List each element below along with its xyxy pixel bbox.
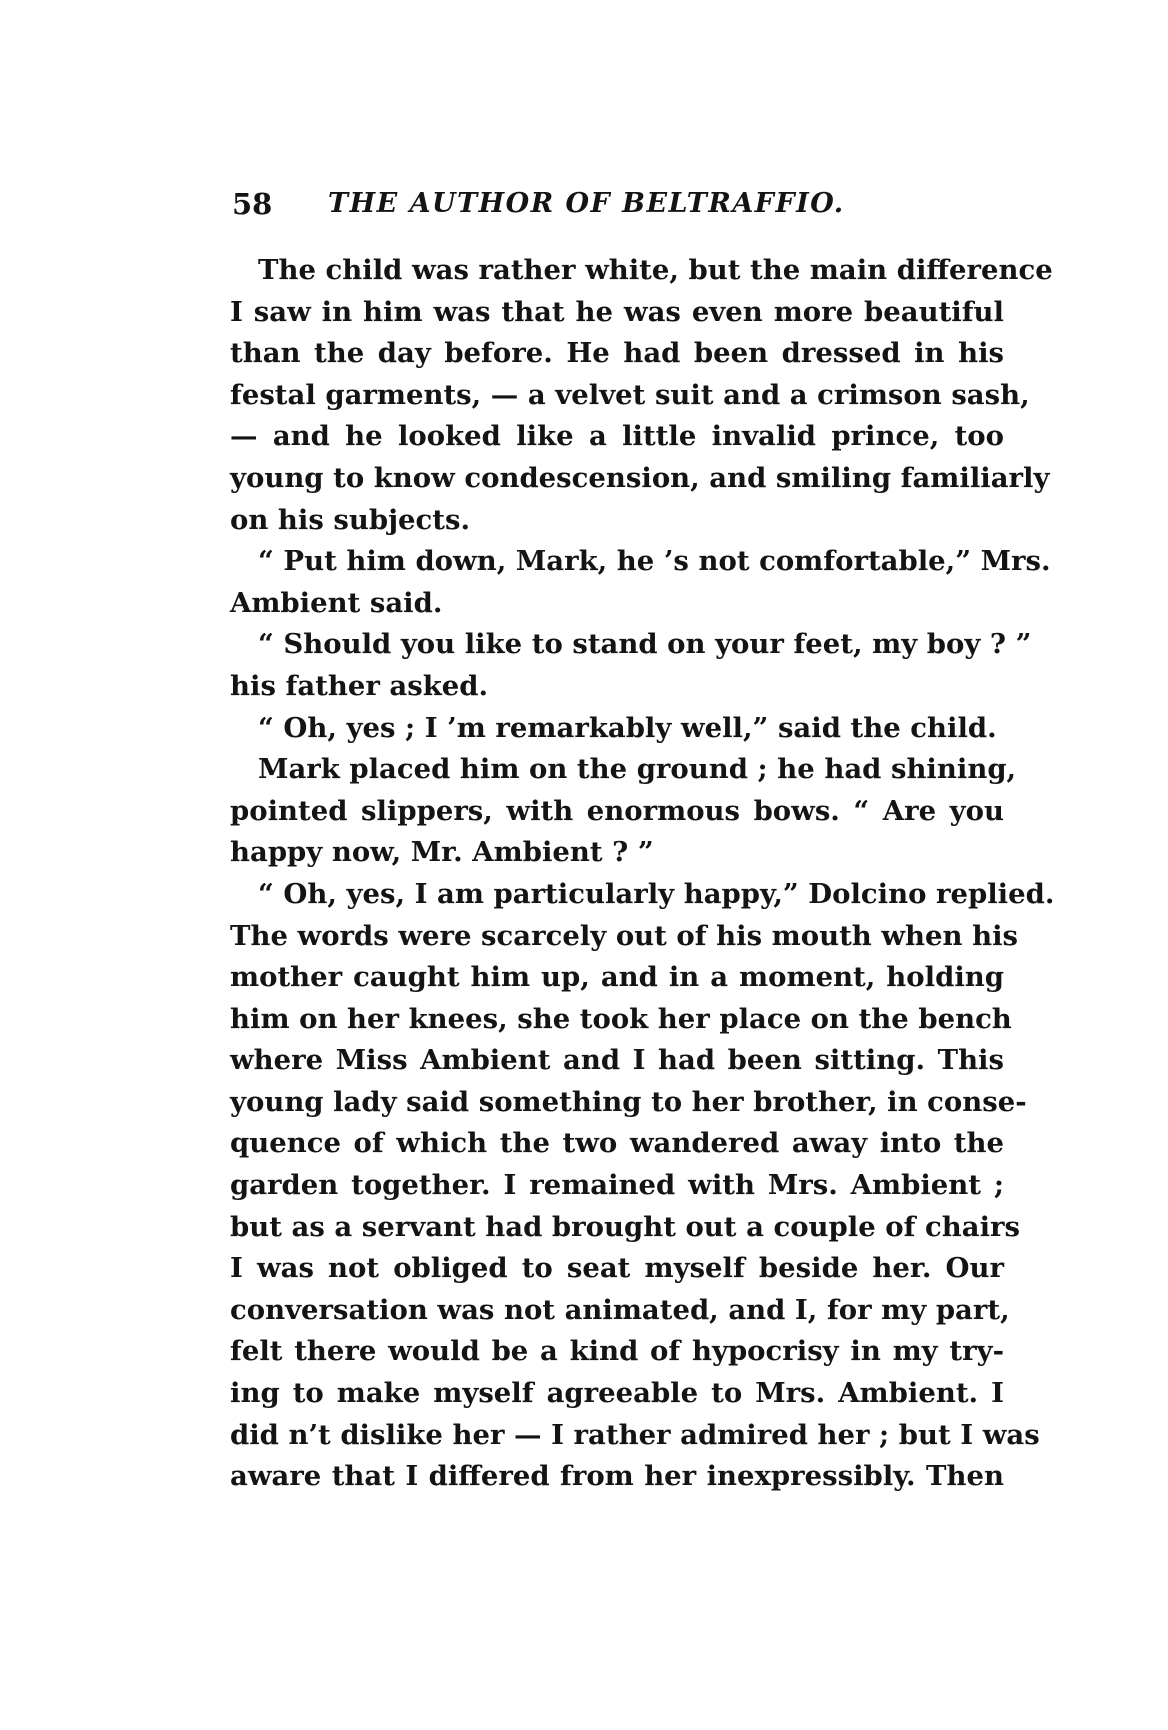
text-line: quence of which the two wandered away into the — [230, 1127, 1004, 1160]
text-line: conversation was not animated, and I, for my part, — [230, 1293, 1010, 1326]
text-line: garden together. I remained with Mrs. Ambient ; — [230, 1169, 1004, 1202]
page-number: 58 — [232, 187, 273, 221]
text-line: mother caught him up, and in a moment, holding — [230, 961, 1004, 994]
text-line: — and he looked like a little invalid prince, too — [230, 420, 1004, 453]
text-line: aware that I differed from her inexpressibly. Then — [230, 1460, 1004, 1493]
text-line: felt there would be a kind of hypocrisy in my try- — [230, 1335, 1004, 1368]
text-line: “ Put him down, Mark, he ’s not comfortable,” Mrs. — [258, 545, 1051, 578]
text-line: but as a servant had brought out a couple of chairs — [230, 1210, 1021, 1243]
text-line: I saw in him was that he was even more beautiful — [230, 295, 1004, 328]
text-line: pointed slippers, with enormous bows. “ Are you — [230, 794, 1004, 827]
text-line: The child was rather white, but the main difference — [258, 254, 1053, 286]
text-line: “ Oh, yes, I am particularly happy,” Dolcino replied. — [258, 877, 1055, 910]
body-text — [230, 250, 1055, 1498]
text-line: on his subjects. — [230, 503, 471, 536]
text-line: happy now, Mr. Ambient ? ” — [230, 836, 654, 869]
text-line: where Miss Ambient and I had been sitting. This — [230, 1044, 1004, 1077]
text-line: did n’t dislike her — I rather admired her ; but I was — [230, 1418, 1040, 1451]
text-line: young lady said something to her brother, in conse- — [230, 1085, 1027, 1118]
page-header — [232, 180, 992, 228]
text-line: than the day before. He had been dressed in his — [230, 337, 1004, 370]
text-line: ing to make myself agreeable to Mrs. Ambient. I — [230, 1377, 1004, 1410]
text-line: him on her knees, she took her place on the bench — [230, 1002, 1012, 1035]
text-line: his father asked. — [230, 669, 489, 702]
text-line: “ Oh, yes ; I ’m remarkably well,” said the child. — [258, 711, 997, 744]
text-line: “ Should you like to stand on your feet, my boy ? ” — [258, 628, 1032, 661]
text-line: festal garments, — a velvet suit and a crimson sash, — [230, 378, 1030, 411]
text-line: Mark placed him on the ground ; he had shining, — [258, 753, 1017, 786]
running-title: THE AUTHOR OF BELTRAFFIO. — [328, 188, 845, 219]
text-line: I was not obliged to seat myself beside her. Our — [230, 1252, 1004, 1285]
text-line: Ambient said. — [230, 586, 443, 619]
text-line: young to know condescension, and smiling familiarly — [230, 461, 1050, 494]
text-line: The words were scarcely out of his mouth when his — [230, 919, 1019, 952]
